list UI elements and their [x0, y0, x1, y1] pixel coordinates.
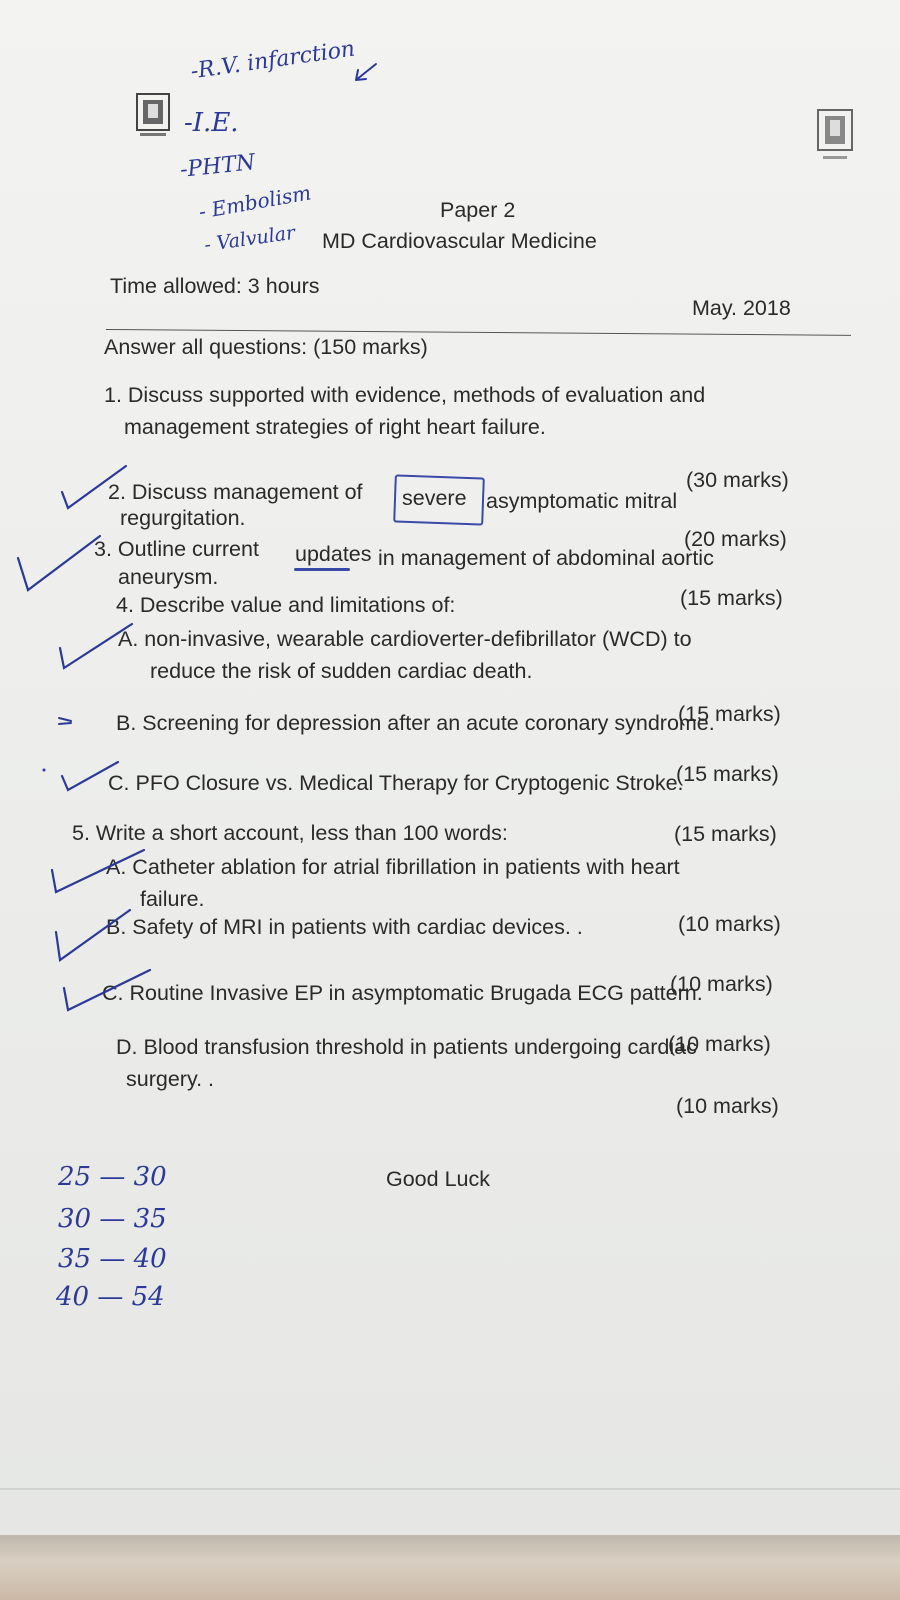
paper-fold [0, 1488, 900, 1490]
handwriting-list-item-4: - Embolism [196, 180, 313, 224]
closing-text: Good Luck [386, 1167, 490, 1191]
q4c: C. PFO Closure vs. Medical Therapy for Cryptogenic Stroke. [108, 771, 684, 795]
updates-underline-mark [294, 568, 350, 571]
instructions: Answer all questions: (150 marks) [104, 335, 428, 359]
q5a-line2: failure. [140, 887, 205, 911]
time-allowed: Time allowed: 3 hours [110, 274, 320, 298]
q5a-marks: (10 marks) [678, 912, 781, 936]
q2-line2: regurgitation. [120, 506, 246, 530]
handwriting-range-1: 25 — 30 [58, 1162, 167, 1192]
university-logo-right [815, 108, 855, 166]
checkmark-icon-q5a [44, 840, 154, 904]
checkmark-icon-q3 [10, 528, 110, 598]
paper-number: Paper 2 [440, 198, 516, 222]
q5c: C. Routine Invasive EP in asymptomatic Brugada ECG pattern. [102, 981, 703, 1005]
arrow-icon [350, 60, 380, 86]
handwriting-range-2: 30 — 35 [58, 1204, 167, 1234]
q3-marks: (15 marks) [680, 586, 783, 610]
q3-line1b: in management of abdominal aortic [378, 546, 714, 570]
exam-date: May. 2018 [692, 296, 791, 320]
q5d-line1: D. Blood transfusion threshold in patients undergoing cardiac [116, 1035, 697, 1059]
q5d-marks: (10 marks) [676, 1094, 779, 1118]
university-logo-left [134, 92, 172, 140]
handwriting-list-item-1: -R.V. infarction [189, 36, 357, 85]
checkmark-icon-q4c [38, 754, 128, 798]
q4-line1: 4. Describe value and limitations of: [116, 593, 456, 617]
checkmark-icon-q4a [52, 618, 142, 678]
q3-line1a: 3. Outline current [94, 537, 259, 561]
q5c-marks: (10 marks) [668, 1032, 771, 1056]
q5b-marks: (10 marks) [670, 972, 773, 996]
q4c-marks: (15 marks) [674, 822, 777, 846]
handwriting-range-4: 40 — 54 [56, 1282, 165, 1312]
q1-line2: management strategies of right heart failure. [124, 415, 546, 439]
handwriting-list-item-2: -I.E. [184, 108, 239, 138]
q3-word: updates [295, 542, 372, 566]
q4b: B. Screening for depression after an acute coronary syndrome. [116, 711, 715, 735]
course-title: MD Cardiovascular Medicine [322, 229, 597, 253]
checkmark-icon-q5b [48, 902, 138, 968]
q5b: B. Safety of MRI in patients with cardiac devices. . [106, 915, 583, 939]
q4a-line2: reduce the risk of sudden cardiac death. [150, 659, 533, 683]
q5d-line2: surgery. . [126, 1067, 215, 1091]
q1-marks: (30 marks) [686, 468, 789, 492]
q4b-marks: (15 marks) [676, 762, 779, 786]
q2-line1a: 2. Discuss management of [108, 480, 363, 504]
severe-circle-mark [393, 474, 485, 525]
q4a-marks: (15 marks) [678, 702, 781, 726]
handwriting-list-item-5: - Valvular [202, 221, 297, 257]
checkmark-icon-q5c [58, 962, 158, 1022]
q5-line1: 5. Write a short account, less than 100 words: [72, 821, 508, 845]
handwriting-list-item-3: -PHTN [178, 150, 257, 183]
q4a-line1: A. non-invasive, wearable cardioverter-defibrillator (WCD) to [118, 627, 692, 651]
q2-word: severe [402, 486, 467, 510]
checkmark-icon-q2 [54, 462, 134, 518]
handwriting-range-3: 35 — 40 [58, 1244, 167, 1274]
dash-mark-q4b [56, 714, 76, 728]
q5a-line1: A. Catheter ablation for atrial fibrillation in patients with heart [106, 855, 680, 879]
table-surface [0, 1535, 900, 1600]
q2-line1b: asymptomatic mitral [486, 489, 678, 513]
q3-line2: aneurysm. [118, 565, 219, 589]
q1-line1: 1. Discuss supported with evidence, methods of evaluation and [104, 383, 706, 407]
q2-marks: (20 marks) [684, 527, 787, 551]
